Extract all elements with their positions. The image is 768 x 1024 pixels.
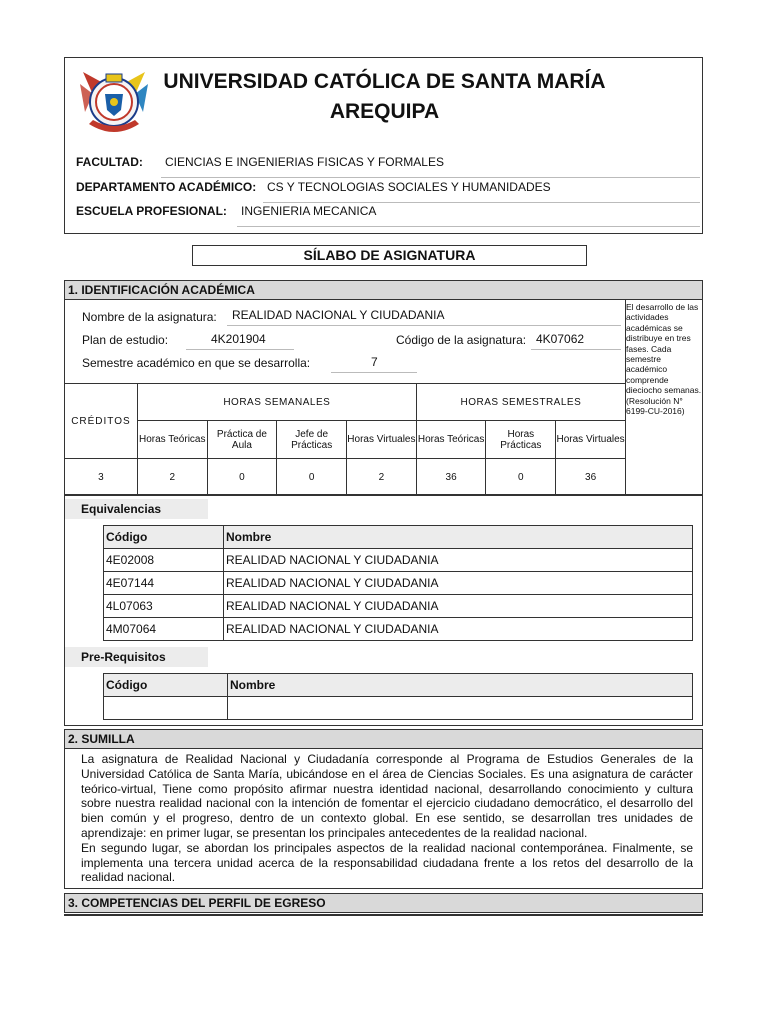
value-cell: 3	[65, 459, 138, 496]
nombre-cell: REALIDAD NACIONAL Y CIUDADANIA	[224, 618, 693, 641]
departamento-row	[76, 176, 551, 198]
horas-semanales-header: HORAS SEMANALES	[137, 384, 416, 421]
col-nombre: Nombre	[224, 526, 693, 549]
codigo-cell: 4E07144	[104, 572, 224, 595]
section-3-heading: 3. COMPETENCIAS DEL PERFIL DE EGRESO	[64, 893, 703, 913]
value-cell: 0	[207, 459, 277, 496]
col-nombre: Nombre	[228, 674, 693, 697]
subheader-cell: Horas Teóricas	[416, 421, 486, 459]
subheader-cell: Horas Teóricas	[137, 421, 207, 459]
sumilla-text	[81, 752, 693, 885]
prerequisitos-heading: Pre-Requisitos	[65, 647, 208, 667]
equivalencias-heading: Equivalencias	[65, 499, 208, 519]
sumilla-paragraph-1: La asignatura de Realidad Nacional y Ciudadanía corresponde al Programa de Estudios Generales de la Universidad Católica de Santa María, ubicándose en el área de Ciencias Sociales. Es una asignatura de carácter teórico-virtual, Tiene como propósito afirmar nuestra identidad nacional, desarrollando conocimiento y cultura sobre nuestra realidad nacional con la intención de fomentar el ejercicio ciudadano democrático, el desarrollo del bien común y el progreso, dentro de un contexto global. En ese sentido, se desarrollan tres unidades de aprendizaje: en primer lugar, se presentan los principales antecedentes de la realidad nacional.	[81, 752, 693, 840]
codigo-cell	[104, 697, 228, 720]
nombre-label: Nombre de la asignatura:	[82, 310, 217, 324]
escuela-value: INGENIERIA MECANICA	[241, 204, 377, 218]
plan-value: 4K201904	[211, 332, 266, 346]
escuela-row	[76, 200, 377, 222]
departamento-value: CS Y TECNOLOGIAS SOCIALES Y HUMANIDADES	[267, 180, 551, 194]
nombre-value: REALIDAD NACIONAL Y CIUDADANIA	[232, 308, 445, 322]
value-cell: 2	[137, 459, 207, 496]
codigo-cell: 4L07063	[104, 595, 224, 618]
section-2-heading: 2. SUMILLA	[64, 729, 703, 749]
plan-label: Plan de estudio:	[82, 333, 169, 347]
codigo-cell: 4E02008	[104, 549, 224, 572]
section-1-heading: 1. IDENTIFICACIÓN ACADÉMICA	[64, 280, 703, 300]
table-row	[104, 572, 693, 595]
table-row	[104, 549, 693, 572]
semestre-value: 7	[371, 355, 378, 369]
nombre-cell: REALIDAD NACIONAL Y CIUDADANIA	[224, 572, 693, 595]
table-row	[104, 618, 693, 641]
horas-semestrales-header: HORAS SEMESTRALES	[416, 384, 625, 421]
codigo-label: Código de la asignatura:	[396, 333, 527, 347]
subheader-cell: Jefe de Prácticas	[277, 421, 347, 459]
subheader-cell: Horas Virtuales	[347, 421, 417, 459]
sumilla-paragraph-2: En segundo lugar, se abordan los principales aspectos de la realidad nacional contemporánea. Finalmente, se implementa una tercera unidad acerca de la responsabilidad ciudadana frente a los retos del desarrollo de la realidad nacional.	[81, 840, 693, 885]
subheader-cell: Horas Virtuales	[556, 421, 626, 459]
codigo-cell: 4M07064	[104, 618, 224, 641]
subheader-cell: Horas Prácticas	[486, 421, 556, 459]
table-row	[104, 595, 693, 618]
value-cell: 36	[556, 459, 626, 496]
creditos-table	[64, 383, 626, 496]
col-codigo: Código	[104, 674, 228, 697]
facultad-value: CIENCIAS E INGENIERIAS FISICAS Y FORMALES	[165, 155, 444, 169]
semestre-label: Semestre académico en que se desarrolla:	[82, 356, 311, 370]
equivalencias-table	[103, 525, 693, 641]
facultad-label: FACULTAD:	[76, 155, 143, 169]
table-row	[104, 697, 693, 720]
escuela-label: ESCUELA PROFESIONAL:	[76, 204, 227, 218]
nombre-cell: REALIDAD NACIONAL Y CIUDADANIA	[224, 549, 693, 572]
value-cell: 2	[347, 459, 417, 496]
creditos-header: CRÉDITOS	[65, 384, 138, 459]
value-cell: 36	[416, 459, 486, 496]
facultad-row	[76, 151, 444, 173]
university-name: UNIVERSIDAD CATÓLICA DE SANTA MARÍA	[163, 70, 606, 93]
value-cell: 0	[486, 459, 556, 496]
subheader-cell: Práctica de Aula	[207, 421, 277, 459]
departamento-label: DEPARTAMENTO ACADÉMICO:	[76, 180, 257, 194]
document-title: SÍLABO DE ASIGNATURA	[192, 245, 587, 266]
value-cell: 0	[277, 459, 347, 496]
codigo-value: 4K07062	[536, 332, 585, 346]
col-codigo: Código	[104, 526, 224, 549]
nombre-cell	[228, 697, 693, 720]
academic-note: El desarrollo de las actividades académicas se distribuye en tres fases. Cada semestre académico comprende dieciocho semanas. (Resolución N° 6199-CU-2016)	[626, 302, 702, 417]
header-box	[64, 57, 703, 234]
nombre-cell: REALIDAD NACIONAL Y CIUDADANIA	[224, 595, 693, 618]
university-city: AREQUIPA	[329, 100, 440, 123]
prerequisitos-table	[103, 673, 693, 720]
